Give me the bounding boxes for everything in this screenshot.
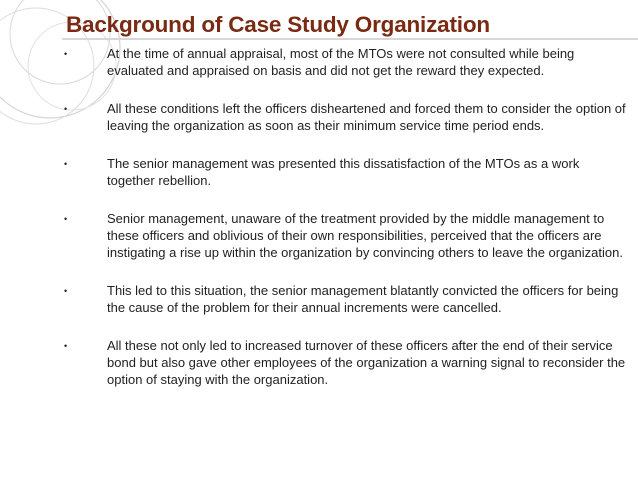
- slide-title: Background of Case Study Organization: [66, 12, 490, 37]
- bullet-marker: •: [64, 341, 68, 351]
- bullet-marker: •: [64, 286, 68, 296]
- bullet-text: At the time of annual appraisal, most of the MTOs were not consulted while being evaluated and appraised on basis and did not get the reward they expected.: [107, 46, 575, 78]
- bullet-item: [64, 337, 638, 388]
- bullet-marker: •: [64, 49, 68, 59]
- title-divider: [62, 38, 638, 40]
- bullet-item: [64, 210, 638, 261]
- bullet-text: All these not only led to increased turnover of these officers after the end of their service bond but also gave other employees of the organization a warning signal to reconsider the option of staying with the organization.: [107, 338, 626, 387]
- bullet-item: [64, 155, 638, 189]
- bullet-text: All these conditions left the officers disheartened and forced them to consider the option of leaving the organization as soon as their minimum service time period ends.: [107, 101, 626, 133]
- bullet-item: [64, 100, 638, 134]
- bullet-text: Senior management, unaware of the treatment provided by the middle management to these officers and oblivious of their own responsibilities, perceived that the officers are instigating a rise up within the organization by convincing others to leave the organization.: [107, 211, 623, 260]
- bullet-marker: •: [64, 104, 68, 114]
- bullet-item: [64, 45, 638, 79]
- bullet-item: [64, 282, 638, 316]
- bullet-marker: •: [64, 214, 68, 224]
- bullet-list: [64, 45, 638, 409]
- bullet-marker: •: [64, 159, 68, 169]
- bullet-text: The senior management was presented this dissatisfaction of the MTOs as a work together rebellion.: [107, 156, 580, 188]
- bullet-text: This led to this situation, the senior management blatantly convicted the officers for being the cause of the problem for their annual increments were cancelled.: [107, 283, 619, 315]
